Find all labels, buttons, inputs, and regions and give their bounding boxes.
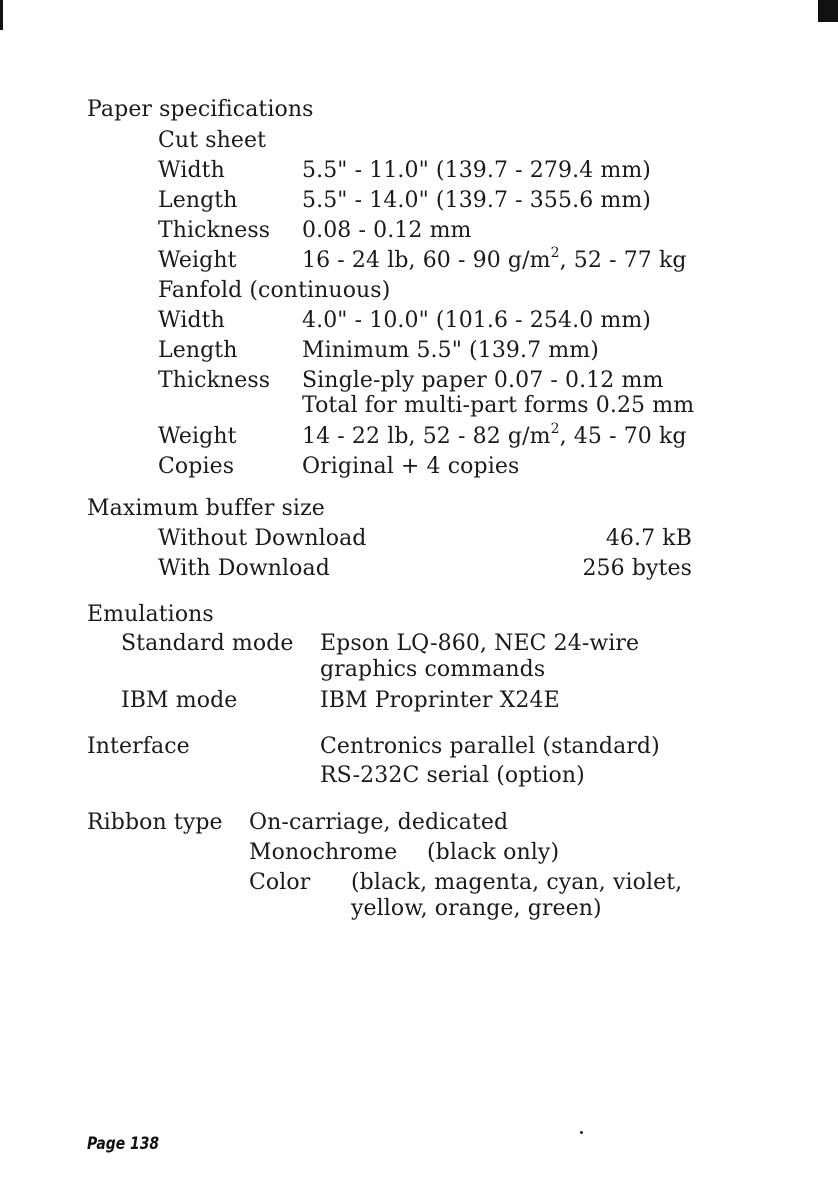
fan-weight-value: 14 - 22 lb, 52 - 82 $g/m^2$, 45 - 70 kg [302,420,687,449]
cut-width-label: Width [158,158,225,183]
fan-length-label: Length [158,338,238,363]
emu-standard-value-2: graphics commands [320,657,546,682]
fan-weight-label: Weight [158,424,237,449]
ribbon-color-value-1: (black, magenta, cyan, violet, [351,870,683,895]
page-number: Page 138 [87,1134,160,1154]
section-title-emulations: Emulations [87,602,214,627]
fan-width-value: 4.0" - 10.0" (101.6 - 254.0 mm) [302,308,651,333]
cut-width-value: 5.5" - 11.0" (139.7 - 279.4 mm) [302,158,651,183]
fan-width-label: Width [158,308,225,333]
emu-standard-label: Standard mode [121,631,294,656]
emu-ibm-value: IBM Proprinter X24E [320,688,560,713]
fan-thickness-label: Thickness [158,368,271,393]
cut-thickness-label: Thickness [158,218,271,243]
ribbon-mono-label: Monochrome [249,840,398,865]
buffer-without-value: 46.7 kB [605,526,692,551]
fan-copies-label: Copies [158,454,235,479]
scan-corner-mark [818,0,838,22]
scan-edge-mark [0,0,3,30]
interface-value-2: RS-232C serial (option) [320,763,585,788]
fan-thickness-value-1: Single-ply paper 0.07 - 0.12 mm [302,368,664,393]
subsection-cut-sheet: Cut sheet [158,128,267,153]
cut-thickness-value: 0.08 - 0.12 mm [302,218,472,243]
cut-length-label: Length [158,188,238,213]
fan-length-value: Minimum 5.5" (139.7 mm) [302,338,599,363]
section-title-interface: Interface [87,734,190,759]
buffer-without-label: Without Download [158,526,367,551]
scan-speck [580,1131,583,1134]
ribbon-color-label: Color [249,870,311,895]
buffer-with-label: With Download [158,556,330,581]
ribbon-value-1: On-carriage, dedicated [249,810,509,835]
interface-value-1: Centronics parallel (standard) [320,734,660,759]
subsection-fanfold: Fanfold (continuous) [158,278,391,303]
cut-weight-label: Weight [158,248,237,273]
fan-copies-value: Original + 4 copies [302,454,520,479]
ribbon-mono-value: (black only) [427,840,560,865]
buffer-with-value: 256 bytes [582,556,692,581]
section-title-paper: Paper specifications [87,97,314,122]
ribbon-color-value-2: yellow, orange, green) [351,896,602,921]
emu-standard-value-1: Epson LQ-860, NEC 24-wire [320,631,640,656]
section-title-buffer: Maximum buffer size [87,496,325,521]
emu-ibm-label: IBM mode [121,688,238,713]
cut-weight-value: 16 - 24 lb, 60 - 90 $g/m^2$, 52 - 77 kg [302,244,687,273]
section-title-ribbon: Ribbon type [87,810,223,835]
fan-thickness-value-2: Total for multi-part forms 0.25 mm [302,393,695,418]
cut-length-value: 5.5" - 14.0" (139.7 - 355.6 mm) [302,188,651,213]
